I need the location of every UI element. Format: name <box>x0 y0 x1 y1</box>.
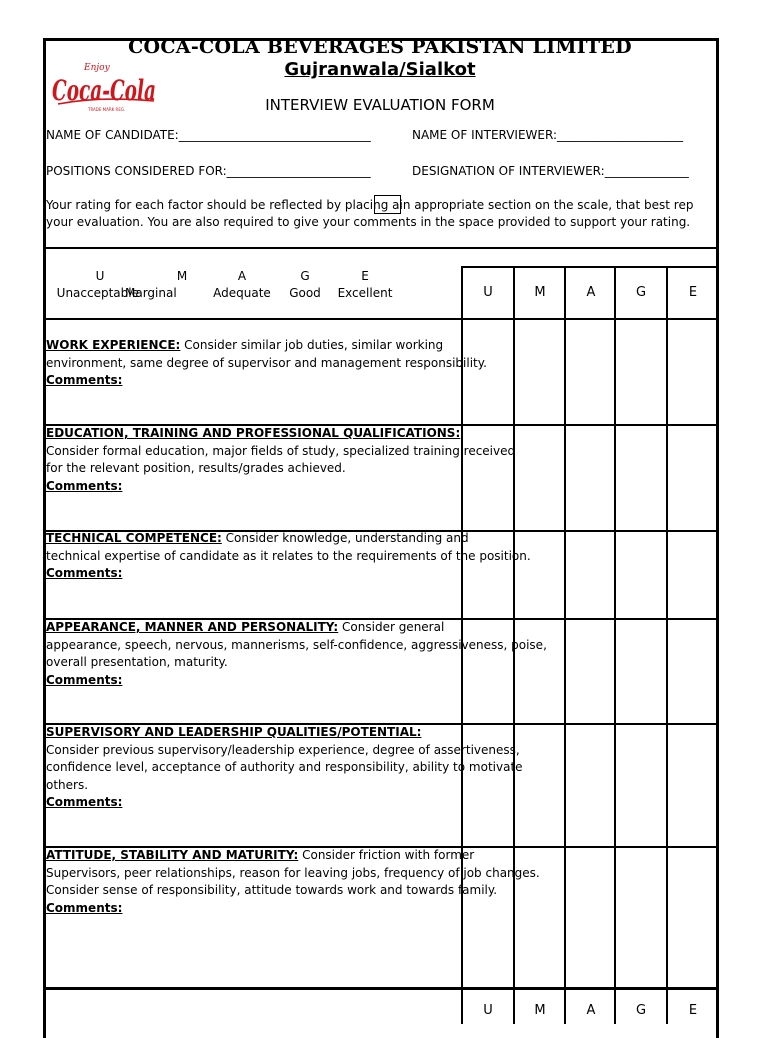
section-text: Consider friction with former <box>298 848 475 862</box>
column-header-e: E <box>688 285 698 300</box>
section-education <box>46 425 515 495</box>
scale-letter-g: G <box>300 269 310 283</box>
comments-label[interactable]: Comments: <box>46 900 123 915</box>
comments-label[interactable]: Comments: <box>46 566 123 580</box>
footer-column-a: A <box>586 1003 596 1018</box>
scale-letter-u: U <box>95 269 105 283</box>
scale-word-adequate: Adequate <box>213 286 271 300</box>
cursor-cell <box>375 196 400 213</box>
section-title: EDUCATION, TRAINING AND PROFESSIONAL QUALIFICATIONS: <box>46 426 461 440</box>
svg-text:Enjoy: Enjoy <box>84 63 110 73</box>
company-name: COCA-COLA BEVERAGES PAKISTAN LIMITED <box>128 36 632 58</box>
comments-label[interactable]: Comments: <box>46 795 123 809</box>
designation-field[interactable]: DESIGNATION OF INTERVIEWER:______________ <box>412 164 689 178</box>
section-text: appearance, speech, nervous, mannerisms, self-confidence, aggressiveness, poise, <box>46 637 547 652</box>
comments-label[interactable]: Comments: <box>46 478 123 493</box>
section-title: SUPERVISORY AND LEADERSHIP QUALITIES/POTENTIAL: <box>46 725 422 739</box>
section-title: TECHNICAL COMPETENCE: <box>46 531 222 545</box>
section-title: ATTITUDE, STABILITY AND MATURITY: <box>46 848 299 862</box>
section-text: overall presentation, maturity. <box>46 655 228 669</box>
col-line-5 <box>666 266 668 988</box>
instruction-line-1: Your rating for each factor should be reflected by placing ain appropriate section on the scale, that best rep <box>46 198 694 212</box>
svg-text:TRADE MARK REG.: TRADE MARK REG. <box>88 107 126 112</box>
location-title: Gujranwala/Sialkot <box>284 59 476 80</box>
positions-field[interactable]: POSITIONS CONSIDERED FOR:________________________ <box>46 164 371 178</box>
column-header-g: G <box>635 285 647 300</box>
scale-word-good: Good <box>289 286 321 300</box>
instruction-line-2: your evaluation. You are also required to give your comments in the space provided to support your rating. <box>46 215 691 229</box>
footer-column-u: U <box>483 1003 493 1018</box>
section-text: confidence level, acceptance of authority and responsibility, ability to motivate <box>46 760 523 774</box>
section-technical-competence <box>46 530 531 583</box>
section-title: WORK EXPERIENCE: <box>46 338 181 352</box>
section-attitude-stability <box>46 847 540 917</box>
comments-label[interactable]: Comments: <box>46 373 123 387</box>
section-text: Consider formal education, major fields of study, specialized training received <box>46 443 516 458</box>
col-line-4 <box>614 266 616 988</box>
rule-top <box>43 247 719 249</box>
section-text: others. <box>46 777 89 792</box>
section-supervisory-leadership <box>46 724 523 812</box>
section-text: Consider similar job duties, similar working <box>180 338 444 352</box>
section-appearance <box>46 619 547 689</box>
section-text: Consider sense of responsibility, attitude towards work and towards family. <box>46 883 498 897</box>
scale-word-excellent: Excellent <box>337 286 393 300</box>
footer-column-m: M <box>534 1003 546 1018</box>
svg-text:Coca-Cola: Coca-Cola <box>52 74 156 107</box>
rule-row-6 <box>43 987 719 990</box>
scale-word-marginal: Marginal <box>125 286 177 300</box>
section-text: Consider general <box>338 620 445 634</box>
rule-header-bottom <box>43 318 719 320</box>
section-work-experience <box>46 337 487 390</box>
section-text: environment, same degree of supervisor and management responsibility. <box>46 355 487 370</box>
column-header-u: U <box>483 285 493 300</box>
section-text: Consider previous supervisory/leadership experience, degree of assertiveness, <box>46 742 520 757</box>
rule-colhead-top <box>461 266 719 268</box>
scale-letter-m: M <box>176 269 188 283</box>
coca-cola-logo <box>50 60 162 112</box>
section-title: APPEARANCE, MANNER AND PERSONALITY: <box>46 620 339 634</box>
col-line-3 <box>564 266 566 988</box>
form-title: INTERVIEW EVALUATION FORM <box>265 96 495 114</box>
section-text: Supervisors, peer relationships, reason for leaving jobs, frequency of job changes. <box>46 865 540 880</box>
comments-label[interactable]: Comments: <box>46 672 123 687</box>
column-header-a: A <box>586 285 596 300</box>
candidate-name-field[interactable]: NAME OF CANDIDATE:________________________________ <box>46 128 371 142</box>
scale-word-unacceptable: Unacceptable <box>56 286 139 300</box>
section-text: for the relevant position, results/grades achieved. <box>46 461 346 475</box>
footer-column-g: G <box>635 1003 647 1018</box>
footer-column-e: E <box>688 1003 698 1018</box>
scale-letter-e: E <box>361 269 369 283</box>
section-text: technical expertise of candidate as it relates to the requirements of the position. <box>46 548 531 563</box>
section-text: Consider knowledge, understanding and <box>221 531 469 545</box>
column-header-m: M <box>534 285 546 300</box>
interviewer-name-field[interactable]: NAME OF INTERVIEWER:_____________________ <box>412 128 683 142</box>
scale-letter-a: A <box>237 269 247 283</box>
